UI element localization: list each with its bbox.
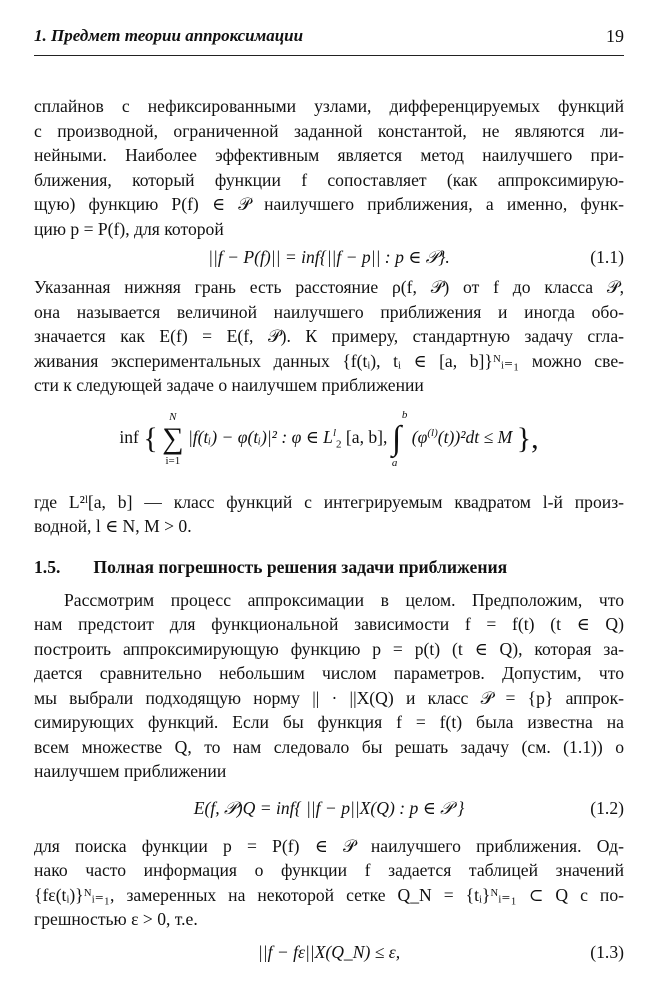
inf-operator: inf <box>119 426 139 447</box>
section-title: Полная погрешность решения задачи приближения <box>93 556 508 577</box>
equation-number: (1.3) <box>590 941 624 962</box>
text-line: с производной, ограниченной заданной константой, не являются ли- <box>34 120 624 141</box>
paragraph-4 <box>34 588 624 784</box>
text-line: для поиска функции p = P(f) ∈ 𝒫 наилучшего приближения. Од- <box>34 835 624 856</box>
text-line: мы выбрали подходящую норму || · ||X(Q) и класс 𝒫 = {p} аппрок- <box>34 687 624 708</box>
text-line: Рассмотрим процесс аппроксимации в целом. Предположим, что <box>64 589 624 610</box>
paragraph-1 <box>34 94 624 241</box>
text-line: ближения, который функции f сопоставляет (как аппроксимирую- <box>34 169 624 190</box>
integral-upper-limit: b <box>401 408 408 421</box>
text-line: водной, l ∈ N, M > 0. <box>34 516 192 536</box>
sum-body: |f(tᵢ) − φ(tᵢ)|² : φ ∈ L <box>187 426 333 447</box>
sum-upper-limit: N <box>169 410 177 423</box>
space-superscript: l <box>332 426 337 439</box>
derivative-order: (l) <box>427 426 438 439</box>
section-number: 1.5. <box>34 556 61 577</box>
equation-body: ||f − P(f)|| = inf{||f − p|| : p ∈ 𝒫}. <box>208 247 450 267</box>
text-line: нако часто информация о функции f задается таблицей значений <box>34 860 624 880</box>
text-line: цию p = P(f), для которой <box>34 218 224 239</box>
integral-symbol <box>392 408 408 470</box>
text-line: где L²ˡ[a, b] — класс функций с интегрируемым квадратом l-й произ- <box>34 491 624 512</box>
text-line: Указанная нижняя грань есть расстояние ρ(f, 𝒫) от f до класса 𝒫, <box>34 277 624 297</box>
text-line: значается как E(f) = E(f, 𝒫). К примеру, стандартную задачу сгла- <box>34 326 624 346</box>
text-line: сплайнов с нефиксированными узлами, дифференцируемых функций <box>34 96 624 116</box>
integral-lower-limit: a <box>391 456 398 469</box>
equation-number: (1.2) <box>590 797 624 818</box>
page <box>34 26 624 964</box>
equation-1-1 <box>34 245 624 269</box>
integrand-rest: (t))²dt ≤ M <box>437 426 513 447</box>
text-line: живания экспериментальных данных {f(tᵢ), tᵢ ∈ [a, b]}ᴺᵢ₌₁ можно све- <box>34 350 624 371</box>
space-interval: [a, b], <box>345 426 388 447</box>
sum-lower-limit: i=1 <box>165 454 181 467</box>
page-number: 19 <box>606 26 624 46</box>
paragraph-2 <box>34 275 624 398</box>
header-rule <box>34 55 624 56</box>
header-title: 1. Предмет теории аппроксимации <box>34 26 304 45</box>
integrand: (φ <box>411 426 428 447</box>
equation-1-3 <box>34 940 624 964</box>
text-line: грешностью ε > 0, т.е. <box>34 909 198 929</box>
equation-number: (1.1) <box>590 247 624 267</box>
equation-1-2 <box>34 796 624 820</box>
text-line: нейными. Наиболее эффективным является метод наилучшего при- <box>34 145 624 165</box>
text-line: наилучшем приближении <box>34 761 227 781</box>
equation-body: E(f, 𝒫)Q = inf{ ||f − p||X(Q) : p ∈ 𝒫 } <box>193 797 465 818</box>
equation-smoothing: inf { N ∑ i=1 |f(tᵢ) − φ(tᵢ)|² : φ ∈ $L^l_2$ [a, b], b ∫ a $(\varphi^{(l)}(t))^2dt \le M$ }, <box>119 408 539 469</box>
space-subscript: 2 <box>336 438 342 451</box>
text-line: всем множестве Q, то нам следовало бы решать задачу (см. (1.1)) о <box>34 736 624 757</box>
text-line: дается сравнительно небольшим числом параметров. Допустим, что <box>34 663 624 683</box>
integral-sign: ∫ <box>391 419 402 457</box>
paragraph-3 <box>34 490 624 539</box>
text-line: сти к следующей задаче о наилучшем приближении <box>34 375 424 395</box>
text-line: симирующих функций. Если бы функция f = f(t) была известна на <box>34 712 624 732</box>
text-line: она называется величиной наилучшего приближения и иногда обо- <box>34 301 624 322</box>
running-header <box>34 26 624 56</box>
sum-symbol <box>162 410 183 468</box>
text-line: нам предстоит для функциональной зависимости f = f(t) (t ∈ Q) <box>34 614 624 634</box>
sum-sign: ∑ <box>162 421 184 455</box>
text-line: построить аппроксимирующую функцию p = p(t) (t ∈ Q), которая за- <box>34 638 624 659</box>
section-heading <box>34 557 624 578</box>
paragraph-5 <box>34 834 624 932</box>
text-line: щую) функцию P(f) ∈ 𝒫 наилучшего приближения, а именно, функ- <box>34 194 624 214</box>
text-line: {fε(tᵢ)}ᴺᵢ₌₁, замеренных на некоторой сетке Q_N = {tᵢ}ᴺᵢ₌₁ ⊂ Q с по- <box>34 884 624 905</box>
equation-body: ||f − fε||X(Q_N) ≤ ε, <box>257 941 401 962</box>
